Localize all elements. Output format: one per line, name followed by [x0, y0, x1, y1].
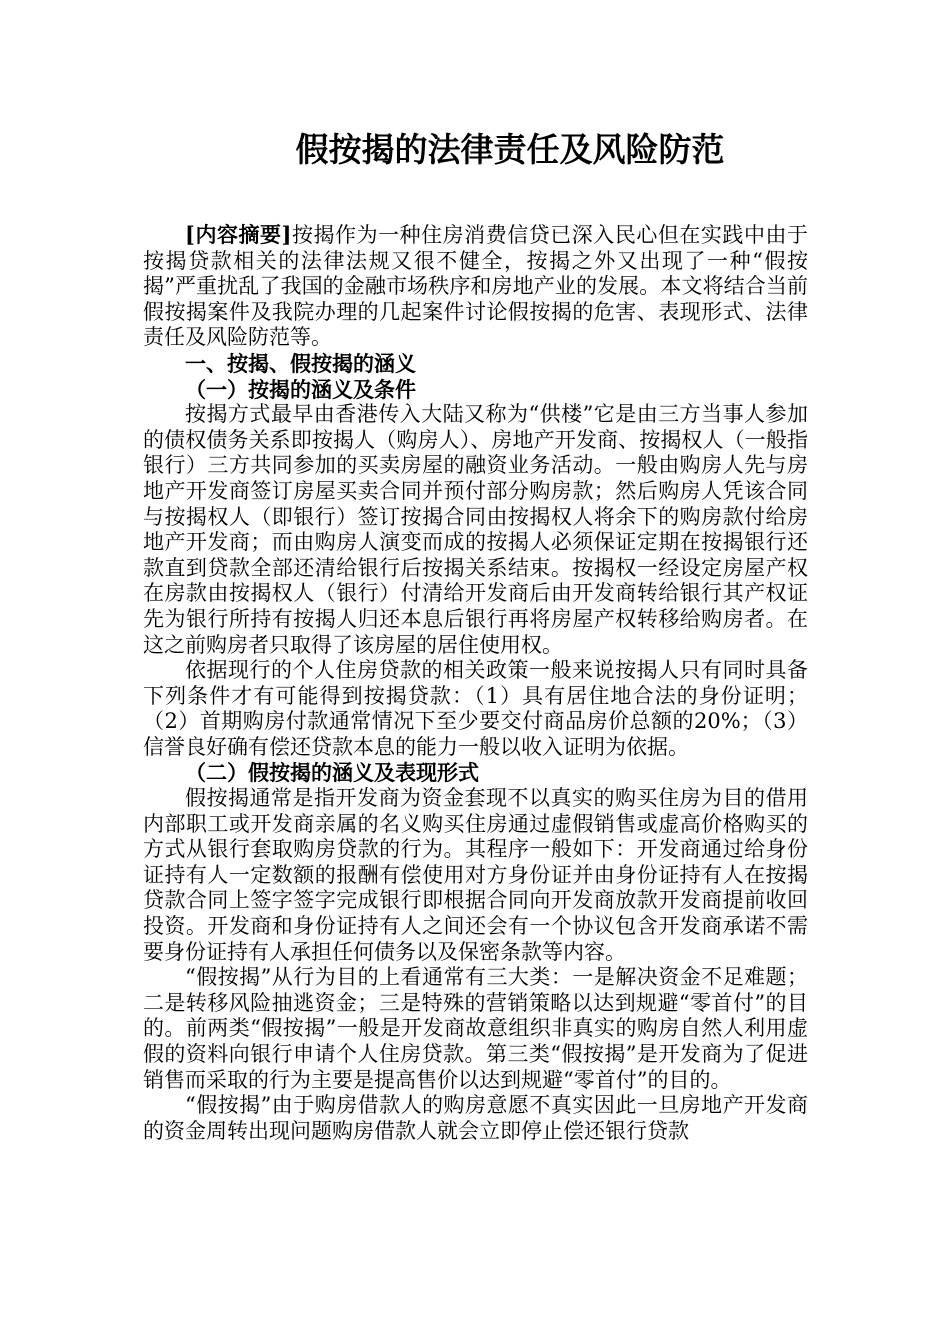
- document-body: [143, 222, 808, 1144]
- body-paragraph: 按揭方式最早由香港传入大陆又称为“供楼”它是由三方当事人参加的债权债务关系即按揭人（购房人）、房地产开发商、按揭权人（一般指银行）三方共同参加的买卖房屋的融资业务活动。一般由购房人先与房地产开发商签订房屋买卖合同并预付部分购房款；然后购房人凭该合同与按揭权人（即银行）签订按揭合同由按揭权人将余下的购房款付给房地产开发商；而由购房人演变而成的按揭人必须保证定期在按揭银行还款直到贷款全部还清给银行后按揭关系结束。按揭权一经设定房屋产权在房款由按揭权人（银行）付清给开发商后由开发商转给银行其产权证先为银行所持有按揭人归还本息后银行再将房屋产权转移给购房者。在这之前购房者只取得了该房屋的居住使用权。: [143, 402, 808, 657]
- subsection-heading: （一）按揭的涵义及条件: [185, 376, 416, 402]
- section-heading: 一、按揭、假按揭的涵义: [185, 350, 416, 376]
- body-paragraph: 假按揭通常是指开发商为资金套现不以真实的购买住房为目的借用内部职工或开发商亲属的名义购买住房通过虚假销售或虚高价格购买的方式从银行套取购房贷款的行为。其程序一般如下：开发商通过给身份证持有人一定数额的报酬有偿使用对方身份证并由身份证持有人在按揭贷款合同上签字签字完成银行即根据合同向开发商放款开发商提前收回投资。开发商和身份证持有人之间还会有一个协议包含开发商承诺不需要身份证持有人承担任何债务以及保密条款等内容。: [143, 786, 808, 964]
- body-paragraph: “假按揭”由于购房借款人的购房意愿不真实因此一旦房地产开发商的资金周转出现问题购房借款人就会立即停止偿还银行贷款: [143, 1093, 808, 1143]
- abstract-text: 按揭作为一种住房消费信贷已深入民心但在实践中由于按揭贷款相关的法律法规又很不健全，按揭之外又出现了一种“假按揭”严重扰乱了我国的金融市场秩序和房地产业的发展。本文将结合当前假按揭案件及我院办理的几起案件讨论假按揭的危害、表现形式、法律责任及风险防范等。: [143, 223, 808, 350]
- abstract-paragraph: [143, 222, 808, 351]
- abstract-label: [内容摘要]: [185, 222, 292, 247]
- body-paragraph: “假按揭”从行为目的上看通常有三大类：一是解决资金不足难题；二是转移风险抽逃资金；三是特殊的营销策略以达到规避“零首付”的目的。前两类“假按揭”一般是开发商故意组织非真实的购房自然人利用虚假的资料向银行申请个人住房贷款。第三类“假按揭”是开发商为了促进销售而采取的行为主要是提高售价以达到规避“零首付”的目的。: [143, 965, 808, 1092]
- subsection-heading: （二）假按揭的涵义及表现形式: [185, 760, 479, 786]
- body-paragraph: 依据现行的个人住房贷款的相关政策一般来说按揭人只有同时具备下列条件才有可能得到按揭贷款：（1）具有居住地合法的身份证明；（2）首期购房付款通常情况下至少要交付商品房价总额的20%；（3）信誉良好确有偿还贷款本息的能力一般以收入证明为依据。: [143, 658, 808, 759]
- document-title: 假按揭的法律责任及风险防范: [295, 130, 725, 169]
